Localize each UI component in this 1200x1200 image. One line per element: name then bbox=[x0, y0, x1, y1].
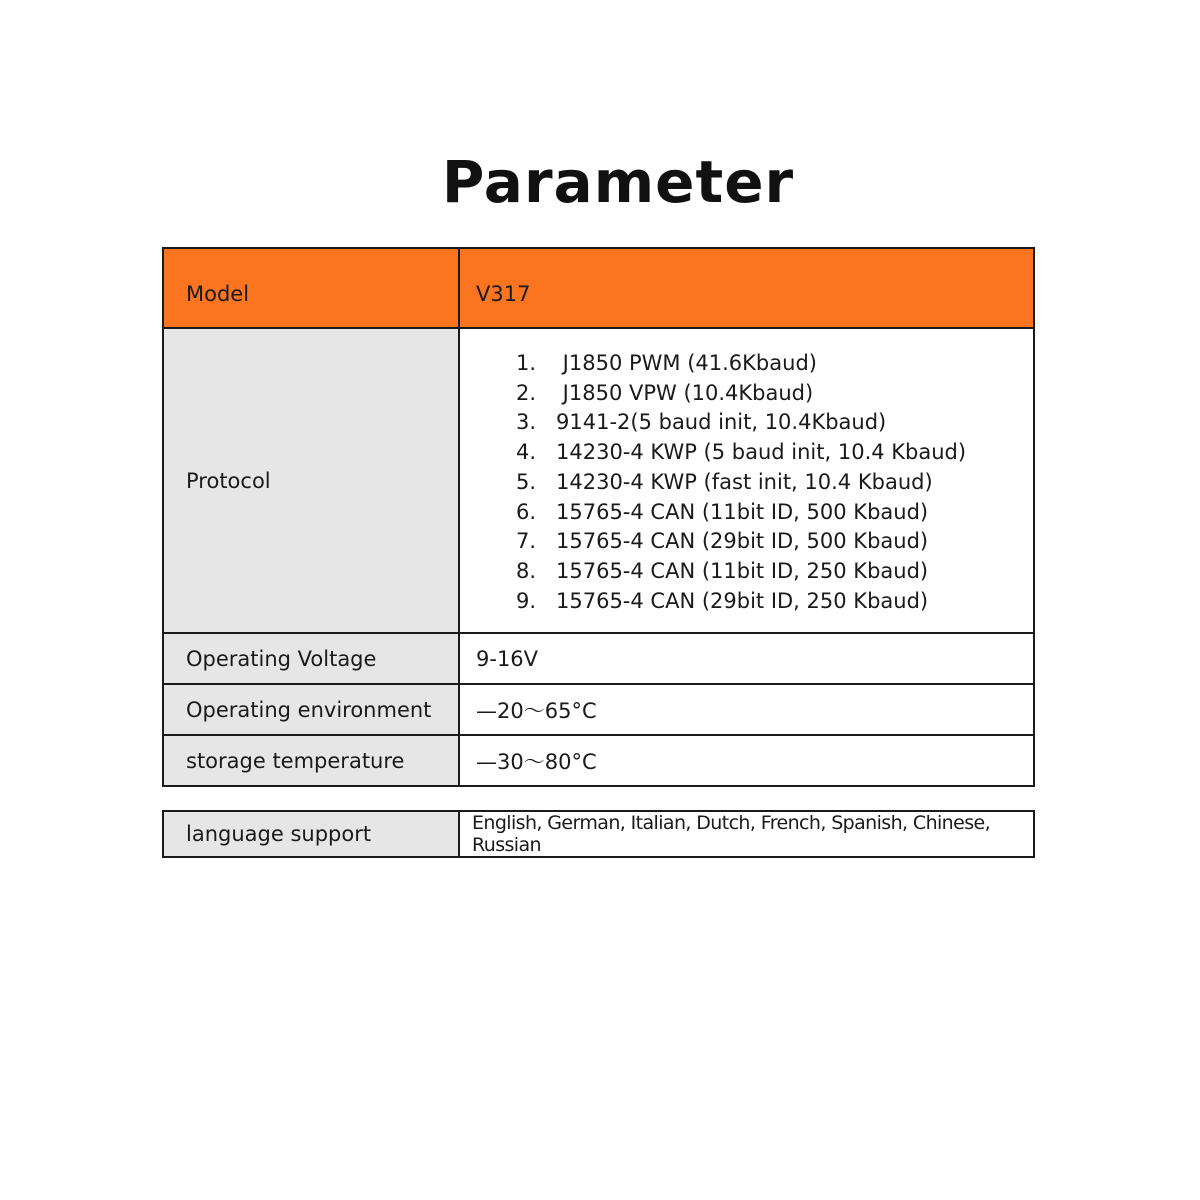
language-label: language support bbox=[163, 811, 459, 857]
item-number: 1. bbox=[516, 351, 537, 375]
language-table bbox=[162, 810, 1035, 858]
item-text: 9141-2(5 baud init, 10.4Kbaud) bbox=[556, 410, 887, 435]
item-text: 14230-4 KWP (fast init, 10.4 Kbaud) bbox=[556, 469, 933, 494]
model-label: Model bbox=[163, 248, 459, 328]
voltage-value: 9-16V bbox=[459, 633, 1034, 684]
language-value: English, German, Italian, Dutch, French, Spanish, Chinese, Russian bbox=[459, 811, 1034, 857]
list-item bbox=[516, 527, 1033, 557]
storage-label: storage temperature bbox=[163, 735, 459, 786]
environment-label: Operating environment bbox=[163, 684, 459, 735]
model-value: V317 bbox=[459, 248, 1034, 328]
list-item bbox=[516, 498, 1033, 528]
item-text: 14230-4 KWP (5 baud init, 10.4 Kbaud) bbox=[556, 440, 967, 465]
list-item bbox=[516, 349, 1033, 379]
list-item bbox=[516, 587, 1033, 617]
item-text: 15765-4 CAN (11bit ID, 500 Kbaud) bbox=[556, 499, 929, 524]
table-row-protocol bbox=[163, 328, 1034, 633]
item-number: 8. bbox=[516, 558, 537, 583]
table-row-voltage bbox=[163, 633, 1034, 684]
item-number: 2. bbox=[516, 380, 537, 405]
spec-table bbox=[162, 247, 1035, 787]
item-number: 5. bbox=[516, 469, 537, 494]
item-text: 15765-4 CAN (29bit ID, 250 Kbaud) bbox=[556, 588, 929, 613]
environment-value: —20～65°C bbox=[459, 684, 1034, 735]
item-number: 9. bbox=[516, 588, 537, 613]
item-number: 4. bbox=[516, 440, 537, 465]
item-number: 6. bbox=[516, 499, 537, 524]
item-text: 15765-4 CAN (11bit ID, 250 Kbaud) bbox=[556, 558, 929, 583]
list-item bbox=[516, 468, 1033, 498]
table-row-environment bbox=[163, 684, 1034, 735]
protocol-list-cell bbox=[459, 328, 1034, 633]
list-item bbox=[516, 408, 1033, 438]
table-row-language bbox=[163, 811, 1034, 857]
voltage-label: Operating Voltage bbox=[163, 633, 459, 684]
item-text: J1850 PWM (41.6Kbaud) bbox=[556, 351, 817, 375]
item-number: 7. bbox=[516, 529, 537, 554]
table-row-model bbox=[163, 248, 1034, 328]
table-row-storage bbox=[163, 735, 1034, 786]
item-text: 15765-4 CAN (29bit ID, 500 Kbaud) bbox=[556, 529, 929, 554]
protocol-label: Protocol bbox=[163, 328, 459, 633]
list-item bbox=[516, 379, 1033, 409]
item-text: J1850 VPW (10.4Kbaud) bbox=[556, 380, 814, 405]
storage-value: —30～80°C bbox=[459, 735, 1034, 786]
page-title: Parameter bbox=[441, 148, 795, 216]
list-item bbox=[516, 438, 1033, 468]
protocol-list bbox=[476, 349, 1033, 616]
list-item bbox=[516, 557, 1033, 587]
item-number: 3. bbox=[516, 410, 537, 435]
